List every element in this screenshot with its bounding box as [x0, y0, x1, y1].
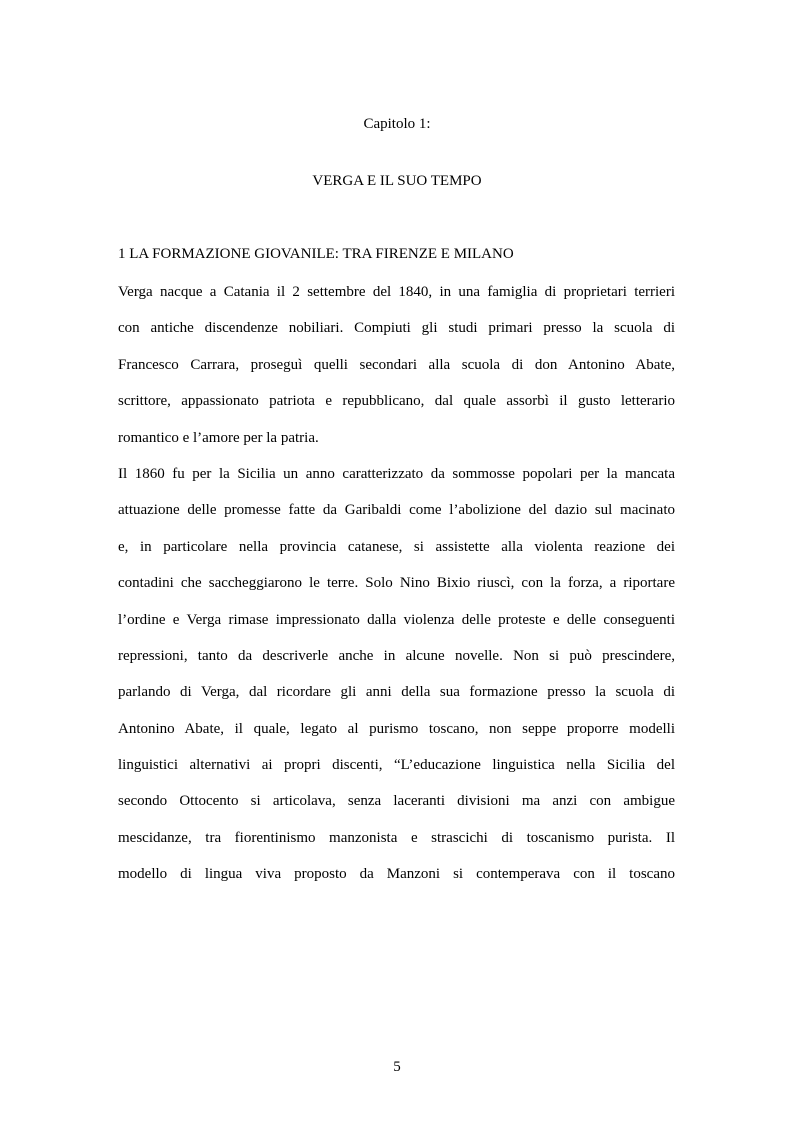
text-line: attuazione delle promesse fatte da Garibaldi come l’abolizione del dazio sul macinato [118, 502, 675, 519]
paragraph [118, 464, 675, 901]
text-line: mescidanze, tra fiorentinismo manzonista e strascichi di toscanismo purista. Il [118, 829, 675, 846]
text-line: linguistici alternativi ai propri discenti, “L’educazione linguistica nella Sicilia del [118, 757, 675, 774]
text-line: scrittore, appassionato patriota e repubblicano, dal quale assorbì il gusto letterario [118, 393, 675, 410]
text-line: e, in particolare nella provincia catanese, si assistette alla violenta reazione dei [118, 538, 675, 555]
text-line: parlando di Verga, dal ricordare gli anni della sua formazione presso la scuola di [118, 684, 675, 701]
text-line: repressioni, tanto da descriverle anche in alcune novelle. Non si può prescindere, [118, 647, 675, 664]
text-line: romantico e l’amore per la patria. [118, 429, 319, 446]
text-line: Francesco Carrara, proseguì quelli secondari alla scuola di don Antonino Abate, [118, 356, 675, 373]
body-text [118, 282, 675, 901]
page-number: 5 [393, 1059, 401, 1075]
chapter-title: VERGA E IL SUO TEMPO [312, 173, 482, 189]
text-line: modello di lingua viva proposto da Manzoni si contemperava con il toscano [118, 866, 675, 883]
text-line: Il 1860 fu per la Sicilia un anno caratterizzato da sommosse popolari per la mancata [118, 465, 675, 482]
section-heading: 1 LA FORMAZIONE GIOVANILE: TRA FIRENZE E MILANO [118, 246, 514, 262]
paragraph [118, 282, 675, 464]
text-line: l’ordine e Verga rimase impressionato dalla violenza delle proteste e delle conseguenti [118, 611, 675, 628]
text-line: Verga nacque a Catania il 2 settembre del 1840, in una famiglia di proprietari terrieri [118, 284, 675, 300]
text-line: Antonino Abate, il quale, legato al purismo toscano, non seppe proporre modelli [118, 720, 675, 737]
text-line: con antiche discendenze nobiliari. Compiuti gli studi primari presso la scuola di [118, 320, 675, 337]
chapter-label: Capitolo 1: [363, 116, 431, 132]
text-line: contadini che saccheggiarono le terre. Solo Nino Bixio riuscì, con la forza, a riportare [118, 575, 675, 592]
text-line: secondo Ottocento si articolava, senza laceranti divisioni ma anzi con ambigue [118, 793, 675, 810]
